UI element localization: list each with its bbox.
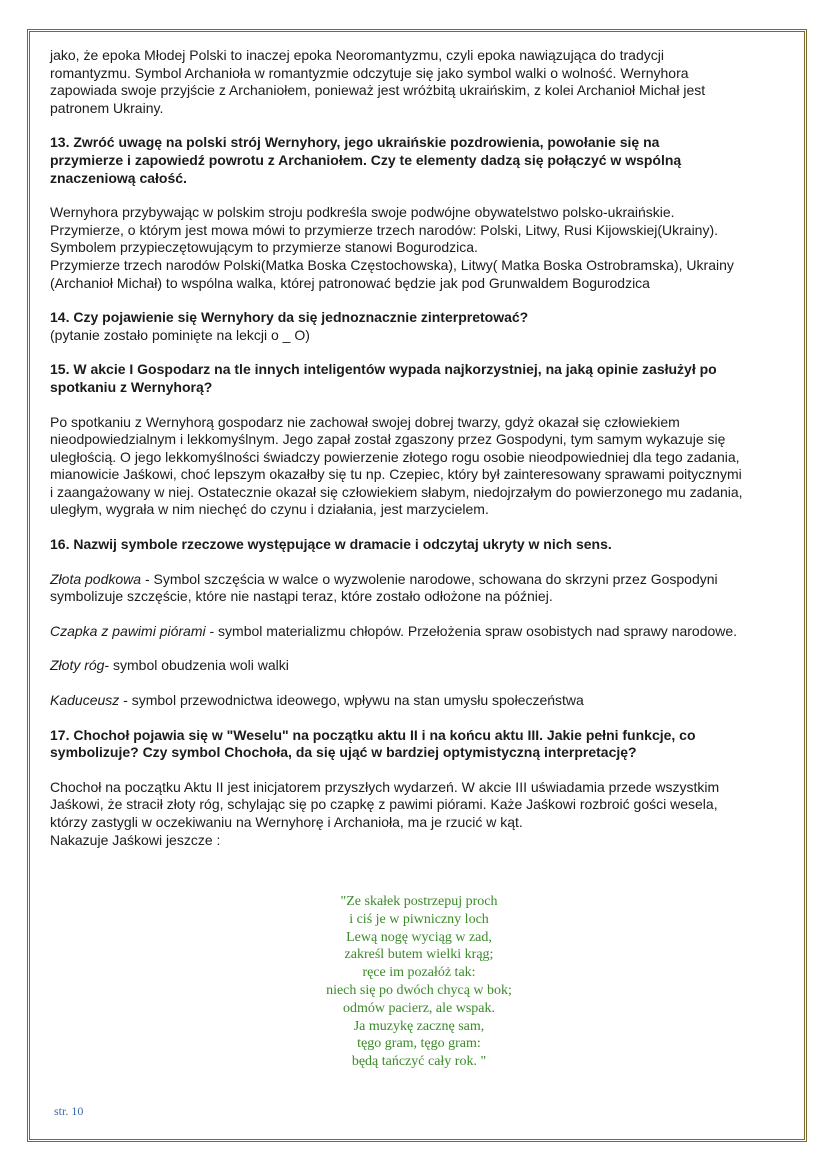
text-line: spotkaniu z Wernyhorą? xyxy=(50,378,213,395)
poem-line: zakreśl butem wielki krąg; xyxy=(344,947,494,963)
symbol-czapka xyxy=(50,623,788,641)
text-line: Nakazuje Jaśkowi jeszcze : xyxy=(50,831,221,848)
poem-line: Lewą nogę wyciąg w zad, xyxy=(346,929,492,945)
question-13 xyxy=(50,134,788,187)
poem-line: będą tańczyć cały rok. " xyxy=(351,1054,487,1070)
symbol-description: - symbol obudzenia woli walki xyxy=(104,657,289,674)
question-14-block xyxy=(50,309,788,344)
symbol-zlota-podkowa xyxy=(50,571,788,606)
question-14: 14. Czy pojawienie się Wernyhory da się jednoznacznie zinterpretować? xyxy=(50,309,529,326)
page-number: str. 10 xyxy=(54,1104,84,1118)
text-line: i zaangażowany w niej. Ostatecznie okazał się człowiekiem słabym, niedojrzałym do powierzonego mu zadania, xyxy=(50,483,743,500)
symbol-zloty-rog xyxy=(50,657,788,675)
poem-line: i ciś je w piwniczny loch xyxy=(349,911,489,927)
text-line: 13. Zwróć uwagę na polski strój Wernyhory, jego ukraińskie pozdrowienia, powołanie się na xyxy=(50,134,660,151)
text-line: Chochoł na początku Aktu II jest inicjatorem przyszłych wydarzeń. W akcie III uświadamia przede wszystkim xyxy=(50,778,720,795)
symbol-description: - Symbol szczęścia w walce o wyzwolenie narodowe, schowana do skrzyni przez Gospodyni xyxy=(141,570,718,587)
poem-line: Ja muzykę zacznę sam, xyxy=(353,1018,485,1034)
text-line: mianowicie Jaśkowi, choć lepszym okazałby się tu np. Czepiec, który był zainteresowany sprawami poitycznymi xyxy=(50,466,742,483)
intro-paragraph xyxy=(50,47,788,117)
text-line: Przymierze, o którym jest mowa mówi to przymierze trzech narodów: Polski, Litwy, Rusi Kijowskiej(Ukrainy). xyxy=(50,221,719,238)
symbol-description: - symbol przewodnictwa ideowego, wpływu na stan umysłu społeczeństwa xyxy=(119,692,584,709)
answer-15 xyxy=(50,414,788,520)
symbol-description: - symbol materializmu chłopów. Przełożenia spraw osobistych nad sprawy narodowe. xyxy=(205,622,738,639)
symbol-description: symbolizuje szczęście, które nie nastąpi teraz, które zostało odłożone na później. xyxy=(50,588,553,605)
text-line: Wernyhora przybywając w polskim stroju podkreśla swoje podwójne obywatelstwo polsko-ukraińskie. xyxy=(50,204,675,221)
symbol-name: Złoty róg xyxy=(50,657,105,674)
question-15 xyxy=(50,361,788,396)
text-line: przymierze i zapowiedź powrotu z Archaniołem. Czy te elementy dadzą się połączyć w wspólną xyxy=(50,151,682,168)
poem-line: "Ze skałek postrzepuj proch xyxy=(340,894,498,909)
answer-17 xyxy=(50,779,788,849)
question-17 xyxy=(50,727,788,762)
poem-line: ręce im pozałóż tak: xyxy=(362,965,476,981)
symbol-name: Czapka z pawimi piórami xyxy=(50,622,206,639)
text-line: znaczeniową całość. xyxy=(50,169,187,186)
poem-line: tęgo gram, tęgo gram: xyxy=(357,1036,481,1052)
text-line: symbolizuje? Czy symbol Chochoła, da się ująć w bardziej optymistyczną interpretację? xyxy=(50,744,637,761)
text-line: zapowiada swoje przyjście z Archaniołem, ponieważ jest wróżbitą ukraińskim, z kolei Archanioł Michał jest xyxy=(50,82,706,99)
poem-quote xyxy=(50,893,788,1071)
text-line: 15. W akcie I Gospodarz na tle innych inteligentów wypada najkorzystniej, na jaką opinie zasłużył po xyxy=(50,361,717,378)
text-line: uległością. O jego lekkomyślności świadczy powierzenie złotego rogu osobie nieodpowiedniej dla tego zadania, xyxy=(50,448,740,465)
text-line: jako, że epoka Młodej Polski to inaczej epoka Neoromantyzmu, czyli epoka nawiązująca do tradycji xyxy=(50,47,664,63)
text-line: romantyzmu. Symbol Archanioła w romantyzmie odczytuje się jako symbol walki o wolność. Wernyhora xyxy=(50,64,689,81)
text-line: Symbolem przypieczętowującym to przymierze stanowi Bogurodzica. xyxy=(50,239,478,256)
text-line: Po spotkaniu z Wernyhorą gospodarz nie zachował swojej dobrej twarzy, gdyż okazał się człowiekiem xyxy=(50,413,680,430)
text-line: Jaśkowi, że stracił złoty róg, schylając się po czapkę z pawimi piórami. Każe Jaśkowi rozbroić gości wesela, xyxy=(50,796,718,813)
text-line: (Archanioł Michał) to wspólna walka, której patronować będzie jak pod Grunwaldem Bogurodzica xyxy=(50,274,650,291)
text-line: nieodpowiedzialnym i lekkomyślnym. Jego zapał został zgaszony przez Gospodyni, tym samym wykazuje się xyxy=(50,431,726,448)
poem-line: niech się po dwóch chycą w bok; xyxy=(326,982,512,998)
question-16: 16. Nazwij symbole rzeczowe występujące w dramacie i odczytaj ukryty w nich sens. xyxy=(50,536,612,553)
symbol-name: Złota podkowa xyxy=(50,570,142,587)
answer-13 xyxy=(50,204,788,292)
text-line: 17. Chochoł pojawia się w "Weselu" na początku aktu II i na końcu aktu III. Jakie pełni funkcje, co xyxy=(50,726,696,743)
text-line: którzy zastygli w oczekiwaniu na Wernyhorę i Archanioła, ma je rzucić w kąt. xyxy=(50,814,523,830)
symbol-kaduceusz xyxy=(50,692,788,710)
text-line: patronem Ukrainy. xyxy=(50,99,164,116)
text-line: uległym, wygrała w nim niechęć do czynu i działania, jest marzycielem. xyxy=(50,501,489,518)
text-line: Przymierze trzech narodów Polski(Matka Boska Częstochowska), Litwy( Matka Boska Ostrobramska), Ukrainy xyxy=(50,256,734,273)
symbol-name: Kaduceusz xyxy=(50,692,120,709)
question-14-note: (pytanie zostało pominięte na lekcji o _ O) xyxy=(50,326,310,343)
document-body xyxy=(50,47,788,866)
poem-line: odmów pacierz, ale wspak. xyxy=(343,1000,495,1016)
